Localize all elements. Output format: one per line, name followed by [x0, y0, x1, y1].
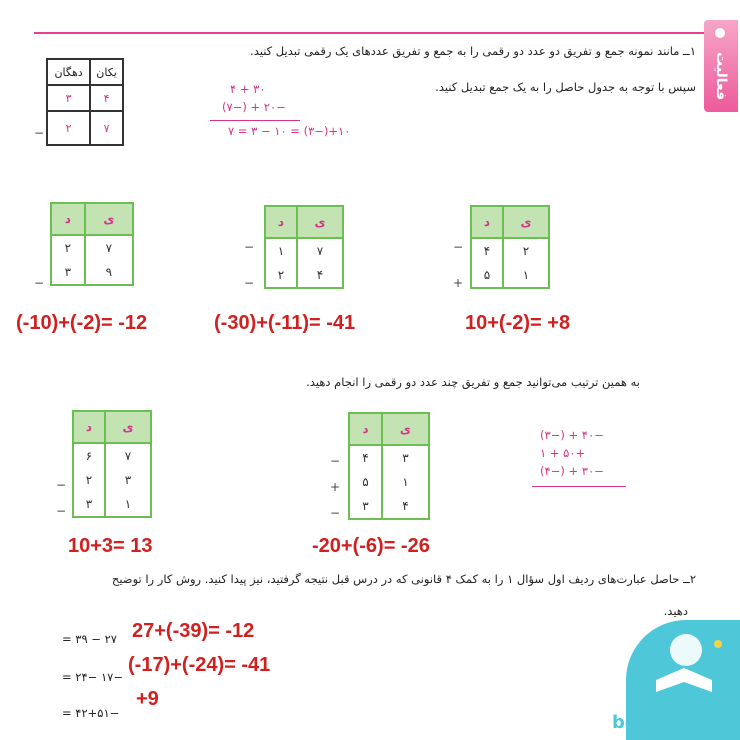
q1-note: به همین ترتیب می‌توانید جمع و تفریق چند عدد دو رقمی را انجام دهید. [306, 375, 640, 389]
col-tens-header: د [265, 206, 297, 238]
example-work-line2: −۲۰ + (−۷) [222, 100, 286, 114]
table-cell: ۱ [382, 470, 429, 494]
table-cell: ۱ [105, 492, 151, 517]
answer-r2-b: 10+3= 13 [68, 535, 153, 557]
col-ones-header: ی [382, 413, 429, 445]
table-cell: ۵ [471, 263, 503, 288]
col-ones-header: ی [503, 206, 549, 238]
answer-r2-a: -20+(-6)= -26 [312, 535, 430, 557]
col-ones-header: ی [297, 206, 343, 238]
example-header-tens: دهگان [47, 59, 90, 85]
example-op: − [34, 126, 45, 140]
pink-work2-line1: −۴۰ + (−۳) [540, 428, 604, 442]
pink-work2-line3: −۳۰ + (−۴) [540, 464, 604, 478]
table-r2-b [72, 410, 152, 518]
activity-tab [704, 20, 738, 112]
table-cell: ۴ [297, 263, 343, 288]
q2-answer1: 27+(-39)= -12 [132, 620, 255, 642]
col-tens-header: د [349, 413, 382, 445]
tab-dot-icon [715, 28, 725, 38]
pink-work2-line2: +۵۰ + ۱ [540, 446, 586, 460]
table-cell: ۳ [73, 492, 105, 517]
q2-expr1: ۲۷ − ۳۹ = [62, 632, 117, 646]
q2-answer3: +9 [136, 688, 159, 710]
table-cell: ۴ [382, 494, 429, 519]
col-ones-header: ی [105, 411, 151, 443]
example-cell: ۴ [90, 85, 123, 111]
table-cell: ۲ [265, 263, 297, 288]
table-r1-c [50, 202, 134, 286]
table-r1-a [470, 205, 550, 289]
table-r1-b [264, 205, 344, 289]
col-ones-header: ی [85, 203, 133, 235]
example-cell: ۳ [47, 85, 90, 111]
table-cell: ۴ [471, 238, 503, 263]
op-sign: − [56, 478, 67, 492]
table-cell: ۵ [349, 470, 382, 494]
watermark-text: bekhun.com [612, 712, 737, 733]
table-cell: ۷ [85, 235, 133, 260]
table-cell: ۳ [382, 445, 429, 470]
q2-answer2: (-17)+(-24)= -41 [128, 654, 271, 676]
example-table [46, 58, 124, 146]
q2-line1: ۲ــ حاصل عبارت‌های ردیف اول سؤال ۱ را به کمک ۴ قانونی که در درس قبل نتیجه گرفتید، نیز پیدا کنید. روش کار را توضیح [111, 572, 696, 586]
pink-work2-rule [532, 486, 626, 487]
example-header-ones: یکان [90, 59, 123, 85]
table-cell: ۳ [51, 260, 85, 285]
table-cell: ۲ [503, 238, 549, 263]
example-cell: ۲ [47, 111, 90, 145]
q1-line2: سپس با توجه به جدول حاصل را به یک جمع تبدیل کنید. [435, 80, 696, 94]
table-cell: ۴ [349, 445, 382, 470]
table-cell: ۷ [297, 238, 343, 263]
table-r2-a [348, 412, 430, 520]
top-divider [34, 32, 706, 34]
activity-tab-label: فعالیت [713, 51, 729, 101]
op-sign: − [34, 276, 45, 290]
answer-r1-c: (-10)+(-2)= -12 [16, 312, 148, 334]
op-sign: − [244, 276, 255, 290]
col-tens-header: د [51, 203, 85, 235]
op-sign: − [453, 240, 464, 254]
op-sign: − [330, 506, 341, 520]
example-work-rule [210, 120, 300, 121]
op-sign: + [330, 480, 341, 494]
table-cell: ۱ [503, 263, 549, 288]
col-tens-header: د [471, 206, 503, 238]
table-cell: ۲ [51, 235, 85, 260]
table-cell: ۳ [349, 494, 382, 519]
op-sign: + [453, 276, 464, 290]
op-sign: − [244, 240, 255, 254]
q1-line1: ۱ــ مانند نمونه جمع و تفریق دو عدد دو رقمی را به جمع و تفریق عددهای یک رقمی تبدیل کنید. [250, 44, 696, 58]
answer-r1-a: 10+(-2)= +8 [465, 312, 571, 334]
q2-expr3: −۴۲+۵۱ = [62, 706, 120, 720]
table-cell: ۹ [85, 260, 133, 285]
example-cell: ۷ [90, 111, 123, 145]
q2-expr2: −۱۷ −۲۴ = [62, 670, 123, 684]
book-icon [626, 620, 740, 710]
table-cell: ۱ [265, 238, 297, 263]
table-cell: ۳ [105, 468, 151, 492]
op-sign: − [330, 454, 341, 468]
q2-line2: دهید. [663, 604, 688, 618]
table-cell: ۶ [73, 443, 105, 468]
table-cell: ۷ [105, 443, 151, 468]
col-tens-header: د [73, 411, 105, 443]
answer-r1-b: (-30)+(-11)= -41 [214, 312, 356, 334]
example-work-line3: ۱۰+(−۳) = ۱۰ − ۳ = ۷ [228, 124, 351, 138]
table-cell: ۲ [73, 468, 105, 492]
op-sign: − [56, 504, 67, 518]
example-work-line1: ۳۰ + ۴ [230, 82, 266, 96]
